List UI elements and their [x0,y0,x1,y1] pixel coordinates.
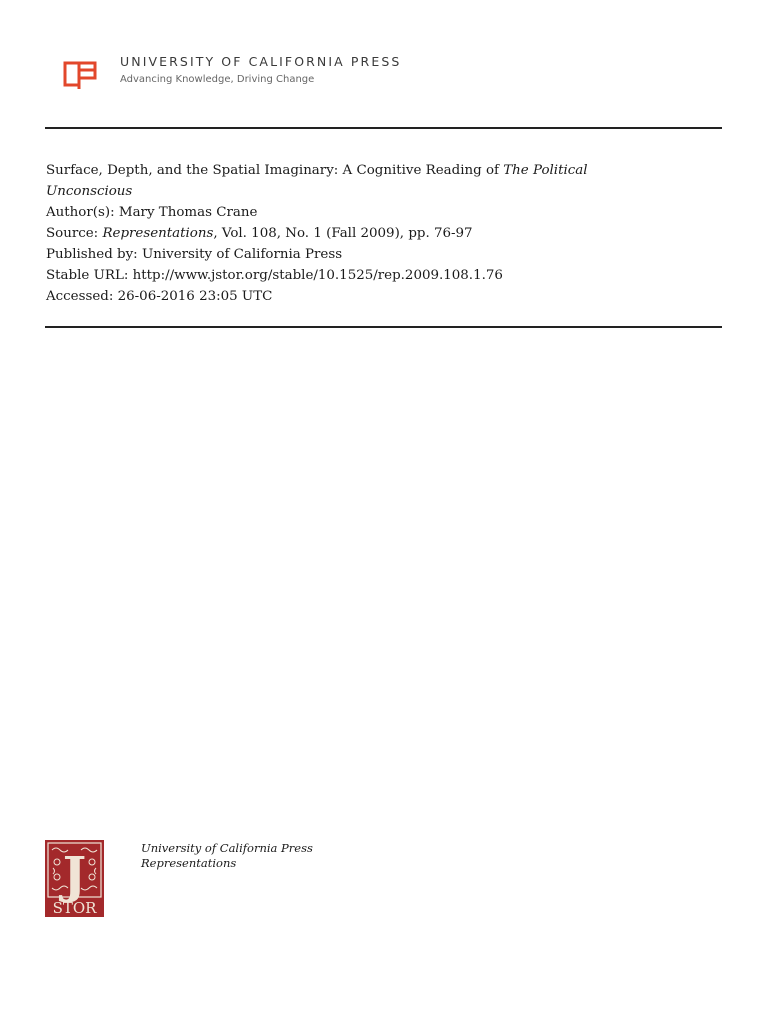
publisher-tagline: Advancing Knowledge, Driving Change [120,74,315,85]
article-title [46,160,706,202]
publisher-line [46,244,706,265]
accessed-line [46,286,706,307]
author-line [46,202,706,223]
ucp-book-logo-icon [62,56,98,92]
footer-journal: Representations [141,856,237,870]
jstor-logo-icon [45,840,104,917]
stable-url-label: Stable URL: [46,268,133,283]
author-label: Author(s): [46,205,119,220]
source-details: , Vol. 108, No. 1 (Fall 2009), pp. 76-97 [213,226,473,241]
article-title-italic: The Political [503,163,588,178]
publisher-header [62,52,482,96]
source-line [46,223,706,244]
publisher-name: UNIVERSITY OF CALIFORNIA PRESS [120,54,402,69]
stable-url-line [46,265,706,286]
jstor-logo-letter: J [62,845,87,904]
article-title-italic-continued: Unconscious [46,184,133,199]
publisher-value: University of California Press [141,247,343,262]
author-name: Mary Thomas Crane [118,205,258,220]
accessed-date: 26-06-2016 23:05 UTC [117,289,273,304]
stable-url-link[interactable]: http://www.jstor.org/stable/10.1525/rep.2009.108.1.76 [132,268,503,283]
source-journal: Representations [102,226,214,241]
article-title-text: Surface, Depth, and the Spatial Imaginary: A Cognitive Reading of [46,163,504,178]
footer-publisher: University of California Press [141,841,313,855]
jstor-logo-text: STOR [52,899,97,917]
published-label: Published by: [46,247,142,262]
bottom-divider [45,326,722,328]
top-divider [45,127,722,129]
footer-attribution [141,841,313,871]
citation-block [46,160,706,307]
source-label: Source: [46,226,103,241]
accessed-label: Accessed: [46,289,118,304]
